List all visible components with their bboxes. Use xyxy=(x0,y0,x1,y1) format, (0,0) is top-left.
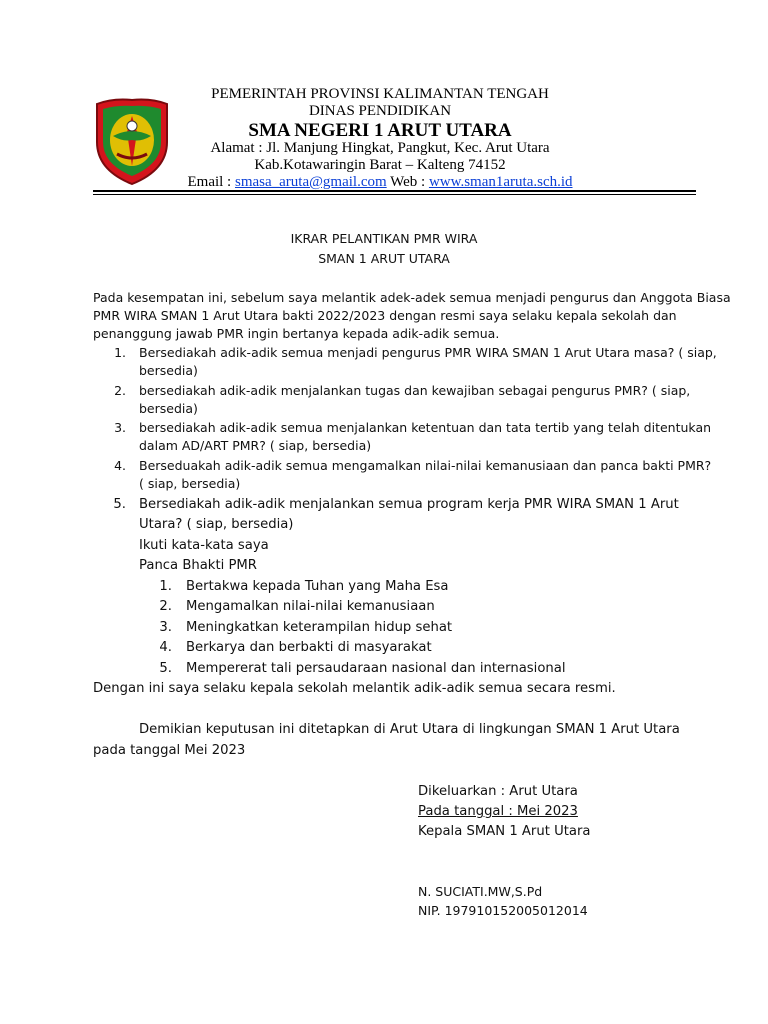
list-item-cont: dalam AD/ART PMR? ( siap, bersedia) xyxy=(139,438,372,453)
panca-number: 3. xyxy=(159,620,172,635)
issued-date-text: Pada tanggal : Mei 2023 xyxy=(418,804,578,819)
signer-name: N. SUCIATI.MW,S.Pd xyxy=(418,884,543,899)
item-number: 1. xyxy=(114,345,126,360)
email-label: Email : xyxy=(187,174,235,190)
issued-at: Dikeluarkan : Arut Utara xyxy=(418,784,578,799)
list-item: Berseduakah adik-adik semua mengamalkan nilai-nilai kemanusiaan dan panca bakti PMR? xyxy=(139,458,712,473)
closing-statement: Dengan ini saya selaku kepala sekolah melantik adik-adik semua secara resmi. xyxy=(93,681,616,696)
email-link[interactable]: smasa_aruta@gmail.com xyxy=(234,174,387,190)
panca-item: Bertakwa kepada Tuhan yang Maha Esa xyxy=(186,579,449,594)
contact-line xyxy=(130,174,630,191)
panca-item: Meningkatkan keterampilan hidup sehat xyxy=(186,620,453,635)
list-item-cont: bersedia) xyxy=(139,401,198,416)
signer-role: Kepala SMAN 1 Arut Utara xyxy=(418,824,591,839)
intro-line-2: PMR WIRA SMAN 1 Arut Utara bakti 2022/2023 dengan resmi saya selaku kepala sekolah dan xyxy=(93,308,677,323)
document-title: IKRAR PELANTIKAN PMR WIRA xyxy=(290,231,478,246)
intro-line-3: penanggung jawab PMR ingin bertanya kepada adik-adik semua. xyxy=(93,326,500,341)
item-number: 2. xyxy=(114,383,126,398)
list-item: Bersediakah adik-adik semua menjadi pengurus PMR WIRA SMAN 1 Arut Utara masa? ( siap, xyxy=(139,345,717,360)
department-name: DINAS PENDIDIKAN xyxy=(308,103,452,119)
web-label: Web : xyxy=(386,174,429,190)
document-subtitle: SMAN 1 ARUT UTARA xyxy=(318,251,450,266)
address-line-2: Kab.Kotawaringin Barat – Kalteng 74152 xyxy=(254,157,506,173)
intro-line-1: Pada kesempatan ini, sebelum saya melantik adek-adek semua menjadi pengurus dan Anggota Biasa xyxy=(93,290,731,305)
list-item-cont: Utara? ( siap, bersedia) xyxy=(139,517,294,532)
follow-instruction: Ikuti kata-kata saya xyxy=(139,538,269,553)
panca-bhakti-title: Panca Bhakti PMR xyxy=(139,558,257,573)
panca-number: 1. xyxy=(159,579,172,594)
letterhead-rule-thin xyxy=(93,194,696,195)
address-line-1: Alamat : Jl. Manjung Hingkat, Pangkut, Kec. Arut Utara xyxy=(210,140,550,156)
list-item: bersediakah adik-adik semua menjalankan ketentuan dan tata tertib yang telah ditentukan xyxy=(139,420,712,435)
decision-line-1: Demikian keputusan ini ditetapkan di Arut Utara di lingkungan SMAN 1 Arut Utara xyxy=(139,722,680,737)
item-number: 5. xyxy=(113,497,126,512)
school-name: SMA NEGERI 1 ARUT UTARA xyxy=(248,120,512,141)
list-item: bersediakah adik-adik menjalankan tugas dan kewajiban sebagai pengurus PMR? ( siap, xyxy=(139,383,691,398)
item-number: 3. xyxy=(114,420,126,435)
panca-number: 5. xyxy=(159,661,172,676)
letterhead-rule-thick xyxy=(93,190,696,192)
issued-date xyxy=(418,803,578,821)
list-item: Bersediakah adik-adik menjalankan semua program kerja PMR WIRA SMAN 1 Arut xyxy=(139,497,679,512)
panca-number: 2. xyxy=(159,599,172,614)
item-number: 4. xyxy=(114,458,126,473)
website-link[interactable]: www.sman1aruta.sch.id xyxy=(428,174,573,190)
kalteng-emblem-logo xyxy=(93,96,171,186)
panca-number: 4. xyxy=(159,640,172,655)
panca-item: Mempererat tali persaudaraan nasional dan internasional xyxy=(186,661,566,676)
list-item-cont: ( siap, bersedia) xyxy=(139,476,241,491)
government-name: PEMERINTAH PROVINSI KALIMANTAN TENGAH xyxy=(211,86,549,102)
list-item-cont: bersedia) xyxy=(139,363,198,378)
signer-nip: NIP. 197910152005012014 xyxy=(418,903,588,918)
decision-line-2: pada tanggal Mei 2023 xyxy=(93,743,246,758)
panca-item: Berkarya dan berbakti di masyarakat xyxy=(186,640,432,655)
panca-item: Mengamalkan nilai-nilai kemanusiaan xyxy=(186,599,435,614)
